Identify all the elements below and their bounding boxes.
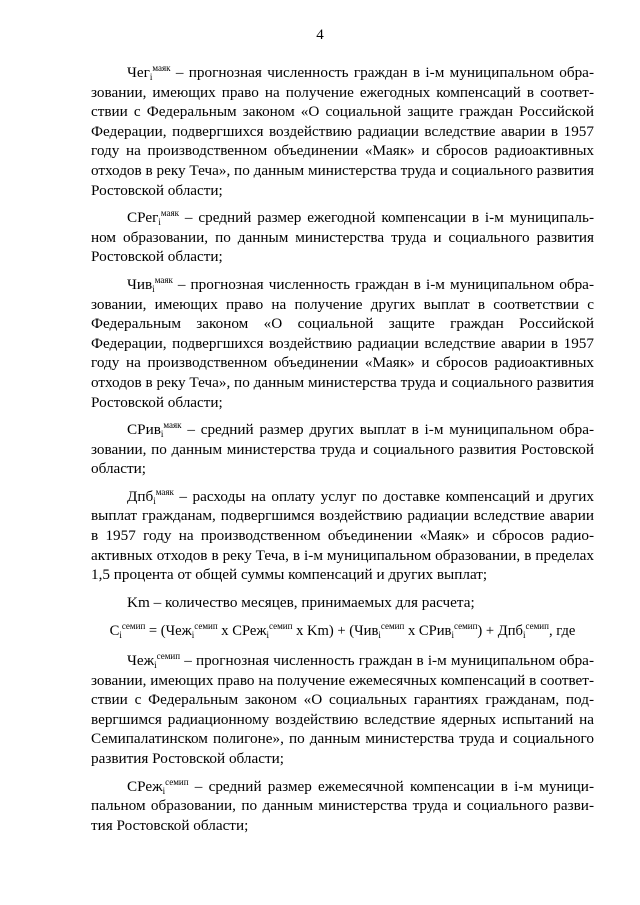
definition-dpb-mayak xyxy=(91,487,594,585)
symbol: СРив$_i^{маяк}$ xyxy=(127,420,182,440)
definition-text: – средний размер других выплат в i-м муниципальном образовании, по данным министерства труда и социального развития Ростовской области; xyxy=(91,421,594,478)
definition-chiv-mayak xyxy=(91,275,594,412)
symbol: Чеж$_i^{семип}$ xyxy=(127,651,181,671)
document-body xyxy=(91,63,594,843)
definition-text: – прогнозная численность граждан в i-м муниципальном образовании, имеющих право на получение ежемесячных компенсаций в соответствии с Федеральным законом «О социальных гарантиях гражданам, подвергшимся радиационному воздействию вследствие ядерных испытаний на Семипалатинском полигоне», по данным министерства труда и социального развития Ростовской области; xyxy=(91,652,594,767)
definition-chezh-semip xyxy=(91,651,594,769)
definition-sriv-mayak xyxy=(91,420,594,479)
symbol: СРег$_i^{маяк}$ xyxy=(127,208,180,228)
definition-text: – расходы на оплату услуг по доставке компенсаций и других выплат гражданам, подвергшимся воздействию радиации вследствие аварии в 1957 году на производственном объединении «Маяк» и сбросов радиоактивных отходов в реку Теча, в i-м муниципальном образовании, в пределах 1,5 процента от общей суммы компенсаций и других выплат; xyxy=(91,487,594,584)
definition-sreg-mayak xyxy=(91,208,594,267)
definition-srezh-semip xyxy=(91,777,594,836)
formula-semip: $C_i^{семип} = (Чеж_i^{семип}$ х СРеж$_i^{семип}$ х Km) + (Чив$_i^{семип}$ х СРив$_i^{семип}$) + Дпб$_i^{семип}$, где xyxy=(109,621,576,641)
definition-text: – средний размер ежемесячной компенсации в i-м муниципальном образовании, по данным министерства труда и социального развития Ростовской области; xyxy=(91,777,594,834)
symbol: Дпб$_i^{маяк}$ xyxy=(127,486,174,506)
definition-text: – средний размер ежегодной компенсации в i-м муниципальном образовании, по данным министерства труда и социального развития Ростовской области; xyxy=(91,209,594,266)
symbol: Чег$_i^{маяк}$ xyxy=(127,63,171,82)
km-definition: Km – количество месяцев, принимаемых для расчета; xyxy=(127,593,475,611)
definition-cheg-mayak xyxy=(91,63,594,200)
symbol: Чив$_i^{маяк}$ xyxy=(127,274,173,294)
definition-text: – прогнозная численность граждан в i-м муниципальном образовании, имеющих право на получение других выплат в соответствии с Федеральным законом «О социальной защите граждан Российской Федерации, подвергшихся воздействию радиации вследствие аварии в 1957 году на производственном объединении «Маяк» и сбросов радиоактивных отходов в реку Теча», по данным министерства труда и социального развития Ростовской области; xyxy=(91,275,594,411)
page-number: 4 xyxy=(316,27,324,43)
symbol: СРеж$_i^{семип}$ xyxy=(127,776,189,796)
definition-text: – прогнозная численность граждан в i-м муниципальном образовании, имеющих право на получение ежегодных компенсаций в соответствии с Федеральным законом «О социальной защите граждан Российской Федерации, подвергшихся воздействию радиации вследствие аварии в 1957 году на производственном объединении «Маяк» и сбросов радиоактивных отходов в реку Теча», по данным министерства труда и социального развития Ростовской области; xyxy=(91,64,594,199)
